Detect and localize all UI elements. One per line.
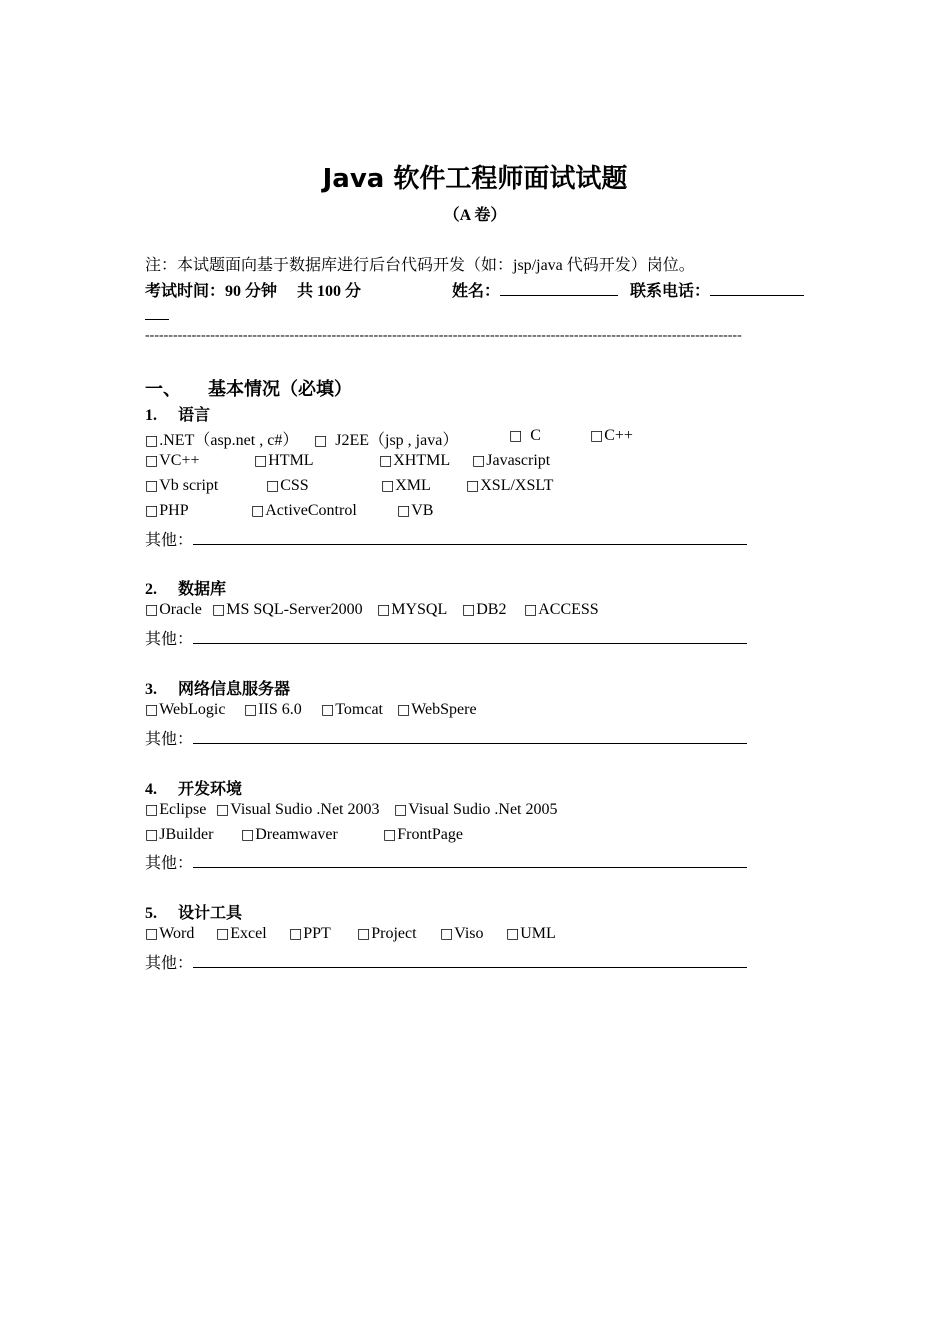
name-field[interactable] xyxy=(452,278,618,301)
checkbox-label: CSS xyxy=(280,477,309,494)
phone-blank[interactable] xyxy=(710,281,804,296)
checkbox-option[interactable] xyxy=(381,477,431,495)
checkbox-option[interactable] xyxy=(509,427,541,445)
paper-version: （A 卷） xyxy=(443,207,507,224)
name-blank[interactable] xyxy=(500,281,618,296)
checkbox-option[interactable] xyxy=(357,925,417,943)
checkbox-icon[interactable]: □ xyxy=(394,802,408,818)
checkbox-icon[interactable]: □ xyxy=(216,926,230,942)
checkbox-label: Word xyxy=(159,925,195,942)
checkbox-label: .NET（asp.net , c#） xyxy=(159,432,299,449)
checkbox-icon[interactable]: □ xyxy=(145,702,159,718)
checkbox-label: MS SQL-Server2000 xyxy=(226,601,363,618)
checkbox-label: C++ xyxy=(604,427,633,444)
other-field[interactable] xyxy=(145,850,747,873)
other-input-line[interactable] xyxy=(193,530,747,545)
checkbox-option[interactable] xyxy=(145,925,194,943)
checkbox-option[interactable] xyxy=(314,427,458,450)
checkbox-icon[interactable]: □ xyxy=(244,702,258,718)
group-title-text: 设计工具 xyxy=(178,905,243,922)
checkbox-option[interactable] xyxy=(254,452,314,470)
checkbox-icon[interactable]: □ xyxy=(266,478,280,494)
checkbox-option[interactable] xyxy=(216,801,380,819)
exam-note: 注：本试题面向基于数据库进行后台代码开发（如：jsp/java 代码开发）岗位。 xyxy=(145,257,695,274)
group-title-2 xyxy=(145,576,226,599)
checkbox-option[interactable] xyxy=(266,477,309,495)
group-number: 2. xyxy=(145,581,157,598)
other-field[interactable] xyxy=(145,726,747,749)
checkbox-option[interactable] xyxy=(472,452,550,470)
checkbox-icon[interactable]: □ xyxy=(379,453,393,469)
checkbox-option[interactable] xyxy=(466,477,553,495)
checkbox-option[interactable] xyxy=(212,601,363,619)
checkbox-icon[interactable]: □ xyxy=(381,478,395,494)
checkbox-option[interactable] xyxy=(397,701,477,719)
other-label: 其他： xyxy=(145,855,194,872)
checkbox-icon[interactable]: □ xyxy=(289,926,303,942)
checkbox-icon[interactable]: □ xyxy=(509,428,523,444)
checkbox-icon[interactable]: □ xyxy=(377,602,391,618)
checkbox-label: VC++ xyxy=(159,452,200,469)
checkbox-label: FrontPage xyxy=(397,826,464,843)
checkbox-label: XSL/XSLT xyxy=(480,477,554,494)
checkbox-label: C xyxy=(530,427,541,444)
checkbox-option[interactable] xyxy=(462,601,506,619)
checkbox-label: JBuilder xyxy=(159,826,214,843)
checkbox-option[interactable] xyxy=(145,801,206,819)
checkbox-label: PHP xyxy=(159,502,189,519)
group-title-1 xyxy=(145,402,210,425)
checkbox-label: PPT xyxy=(303,925,331,942)
checkbox-icon[interactable]: □ xyxy=(145,802,159,818)
other-label: 其他： xyxy=(145,955,194,972)
checkbox-icon[interactable]: □ xyxy=(251,503,265,519)
checkbox-option[interactable] xyxy=(289,925,331,943)
checkbox-icon[interactable]: □ xyxy=(145,453,159,469)
checkbox-option[interactable] xyxy=(524,601,599,619)
checkbox-option[interactable] xyxy=(145,826,213,844)
checkbox-label: Javascript xyxy=(486,452,551,469)
checkbox-icon[interactable]: □ xyxy=(314,433,328,449)
group-title-3 xyxy=(145,676,290,699)
checkbox-icon[interactable]: □ xyxy=(506,926,520,942)
checkbox-option[interactable] xyxy=(394,801,558,819)
checkbox-option[interactable] xyxy=(216,925,267,943)
checkbox-option[interactable] xyxy=(377,601,447,619)
checkbox-label: IIS 6.0 xyxy=(258,701,302,718)
other-input-line[interactable] xyxy=(193,853,747,868)
checkbox-label: Project xyxy=(371,925,417,942)
checkbox-label: J2EE（jsp , java） xyxy=(335,432,459,449)
other-label: 其他： xyxy=(145,532,194,549)
checkbox-option[interactable] xyxy=(440,925,484,943)
checkbox-option[interactable] xyxy=(241,826,338,844)
other-input-line[interactable] xyxy=(193,953,747,968)
checkbox-icon[interactable]: □ xyxy=(397,503,411,519)
checkbox-icon[interactable]: □ xyxy=(254,453,268,469)
checkbox-label: WebLogic xyxy=(159,701,226,718)
checkbox-icon[interactable]: □ xyxy=(590,428,604,444)
group-title-4 xyxy=(145,776,242,799)
checkbox-icon[interactable]: □ xyxy=(472,453,486,469)
phone-field[interactable] xyxy=(630,278,804,301)
checkbox-option[interactable] xyxy=(321,701,383,719)
checkbox-icon[interactable]: □ xyxy=(145,433,159,449)
checkbox-icon[interactable]: □ xyxy=(241,827,255,843)
checkbox-icon[interactable]: □ xyxy=(216,802,230,818)
group-number: 5. xyxy=(145,905,157,922)
checkbox-option[interactable] xyxy=(506,925,556,943)
checkbox-option[interactable] xyxy=(244,701,302,719)
checkbox-label: MYSQL xyxy=(391,601,448,618)
checkbox-icon[interactable]: □ xyxy=(440,926,454,942)
page-title: Java 软件工程师面试试题 xyxy=(322,164,628,194)
checkbox-label: WebSpere xyxy=(411,701,477,718)
checkbox-option[interactable] xyxy=(383,826,463,844)
checkbox-icon[interactable]: □ xyxy=(466,478,480,494)
checkbox-label: XHTML xyxy=(393,452,451,469)
checkbox-label: Viso xyxy=(454,925,484,942)
group-number: 1. xyxy=(145,407,157,424)
other-input-line[interactable] xyxy=(193,629,747,644)
other-field[interactable] xyxy=(145,527,747,550)
other-field[interactable] xyxy=(145,626,747,649)
group-title-text: 开发环境 xyxy=(178,781,243,798)
checkbox-label: ACCESS xyxy=(538,601,599,618)
group-number: 4. xyxy=(145,781,157,798)
checkbox-label: Excel xyxy=(230,925,267,942)
group-number: 3. xyxy=(145,681,157,698)
checkbox-icon[interactable]: □ xyxy=(145,926,159,942)
other-input-line[interactable] xyxy=(193,729,747,744)
checkbox-label: Visual Sudio .Net 2005 xyxy=(408,801,558,818)
phone-blank-continued[interactable] xyxy=(145,305,169,320)
checkbox-icon[interactable]: □ xyxy=(145,503,159,519)
checkbox-icon[interactable]: □ xyxy=(397,702,411,718)
other-field[interactable] xyxy=(145,950,747,973)
checkbox-option[interactable] xyxy=(397,502,433,520)
group-title-5 xyxy=(145,900,242,923)
checkbox-label: Vb script xyxy=(159,477,219,494)
name-label: 姓名： xyxy=(452,283,501,300)
checkbox-label: Tomcat xyxy=(335,701,383,718)
checkbox-option[interactable] xyxy=(145,601,202,619)
checkbox-label: VB xyxy=(411,502,434,519)
checkbox-label: Dreamwaver xyxy=(255,826,338,843)
phone-label: 联系电话： xyxy=(630,283,711,300)
checkbox-label: Eclipse xyxy=(159,801,207,818)
checkbox-option[interactable] xyxy=(145,701,225,719)
checkbox-icon[interactable]: □ xyxy=(383,827,397,843)
group-title-text: 网络信息服务器 xyxy=(178,681,291,698)
checkbox-option[interactable] xyxy=(145,502,189,520)
checkbox-icon[interactable]: □ xyxy=(145,602,159,618)
section-basic-info-title: 一、 基本情况（必填） xyxy=(145,379,352,400)
checkbox-icon[interactable]: □ xyxy=(462,602,476,618)
group-title-text: 语言 xyxy=(178,407,211,424)
checkbox-option[interactable] xyxy=(379,452,450,470)
checkbox-label: Oracle xyxy=(159,601,202,618)
checkbox-label: XML xyxy=(395,477,431,494)
checkbox-option[interactable] xyxy=(251,502,357,520)
separator-line: -------------------------------------------------------------------------------------------------------------------------------- xyxy=(145,328,742,343)
checkbox-icon[interactable]: □ xyxy=(212,602,226,618)
checkbox-icon[interactable]: □ xyxy=(524,602,538,618)
checkbox-label: Visual Sudio .Net 2003 xyxy=(230,801,380,818)
exam-time: 考试时间：90 分钟 共 100 分 xyxy=(145,283,362,300)
checkbox-label: UML xyxy=(520,925,556,942)
checkbox-label: ActiveControl xyxy=(265,502,357,519)
checkbox-icon[interactable]: □ xyxy=(145,827,159,843)
checkbox-label: DB2 xyxy=(476,601,507,618)
checkbox-option[interactable] xyxy=(145,427,298,450)
checkbox-option[interactable] xyxy=(145,477,218,495)
checkbox-icon[interactable]: □ xyxy=(145,478,159,494)
checkbox-icon[interactable]: □ xyxy=(321,702,335,718)
checkbox-option[interactable] xyxy=(145,452,200,470)
checkbox-icon[interactable]: □ xyxy=(357,926,371,942)
checkbox-label: HTML xyxy=(268,452,314,469)
other-label: 其他： xyxy=(145,631,194,648)
checkbox-option[interactable] xyxy=(590,427,633,445)
other-label: 其他： xyxy=(145,731,194,748)
group-title-text: 数据库 xyxy=(178,581,227,598)
